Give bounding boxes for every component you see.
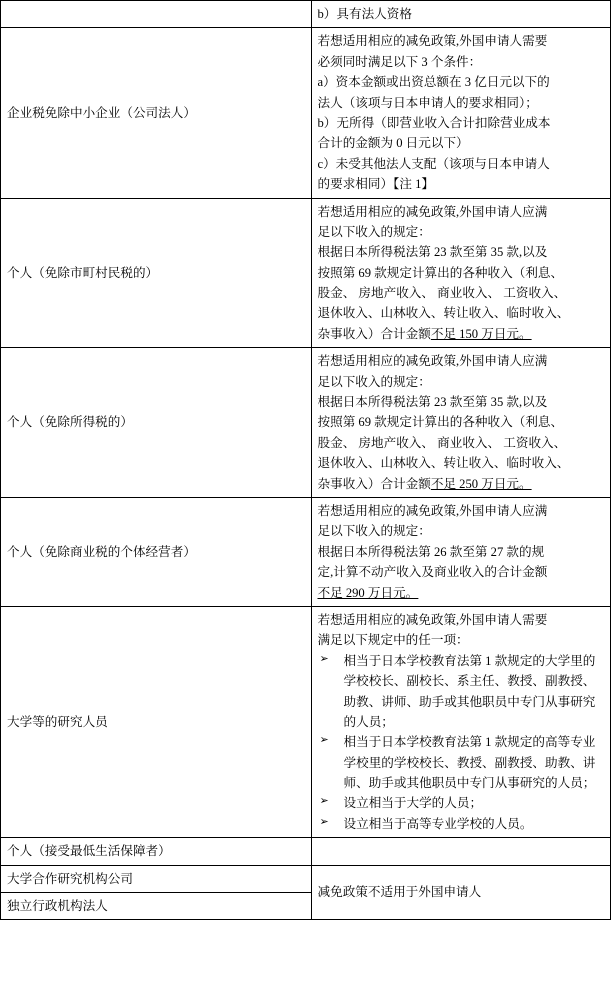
description-line: 按照第 69 款规定计算出的各种收入（利息、 xyxy=(317,415,564,430)
table-row xyxy=(1,348,611,498)
arrow-bullet-icon: ➢ xyxy=(319,652,329,665)
description-line-underlined: 杂事收入）合计金额不足 150 万日元。 xyxy=(317,326,532,341)
description-line: 按照第 69 款规定计算出的各种收入（利息、 xyxy=(317,265,564,280)
description-line: 退休收入、山林收入、转让收入、临时收入、 xyxy=(317,306,570,321)
arrow-bullet-icon: ➢ xyxy=(319,795,329,808)
category-label: 独立行政机构法人 xyxy=(7,899,108,914)
description-line: 减免政策不适用于外国申请人 xyxy=(317,885,482,900)
requirement-list xyxy=(318,651,606,835)
arrow-bullet-icon: ➢ xyxy=(319,734,329,747)
description-cell-merged xyxy=(311,865,611,920)
description-line: 退休收入、山林收入、转让收入、临时收入、 xyxy=(317,456,570,471)
list-item xyxy=(318,651,606,733)
list-item xyxy=(318,732,606,793)
description-line: 满足以下规定中的任一项： xyxy=(317,633,469,648)
category-cell xyxy=(1,865,312,892)
list-item-label: 设立相当于大学的人员； xyxy=(343,796,483,811)
description-line: c）未受其他法人支配（该项与日本申请人 xyxy=(317,156,550,171)
list-item xyxy=(318,814,606,834)
category-label: 大学合作研究机构公司 xyxy=(7,871,133,886)
category-label: 个人（免除所得税的） xyxy=(7,415,133,430)
description-line: 股金、 房地产收入、 商业收入、 工资收入、 xyxy=(317,435,567,450)
description-line: 股金、 房地产收入、 商业收入、 工资收入、 xyxy=(317,286,567,301)
category-cell xyxy=(1,198,312,348)
description-line: 法人（该项与日本申请人的要求相同）； xyxy=(317,95,538,110)
category-label: 大学等的研究人员 xyxy=(7,714,108,729)
list-item xyxy=(318,793,606,813)
description-line: b）无所得（即营业收入合计扣除营业成本 xyxy=(317,115,551,130)
category-cell xyxy=(1,497,312,606)
description-line: b）具有法人资格 xyxy=(317,7,412,21)
category-label: 个人（免除商业税的个体经营者） xyxy=(7,544,196,559)
description-cell xyxy=(311,348,611,498)
table-row xyxy=(1,198,611,348)
category-cell xyxy=(1,348,312,498)
category-cell xyxy=(1,606,312,837)
category-cell xyxy=(1,1,312,28)
description-line: 若想适用相应的减免政策,外国申请人应满 xyxy=(317,354,548,369)
description-line: 必须同时满足以下 3 个条件： xyxy=(317,54,482,69)
table-row xyxy=(1,606,611,837)
description-line: 若想适用相应的减免政策,外国申请人需要 xyxy=(317,34,548,49)
description-cell xyxy=(311,1,611,28)
table-row xyxy=(1,1,611,28)
description-line: 足以下收入的规定： xyxy=(317,524,431,539)
list-item-label: 相当于日本学校教育法第 1 款规定的大学里的学校校长、副校长、系主任、教授、副教授、助教、讲师、助手或其他职员中专门从事研究的人员； xyxy=(343,653,596,729)
description-line-underlined: 杂事收入）合计金额不足 250 万日元。 xyxy=(317,476,532,491)
description-line: a）资本金额或出资总额在 3 亿日元以下的 xyxy=(317,75,550,90)
description-line-underlined: 不足 290 万日元。 xyxy=(317,585,419,600)
category-label: 个人（免除市町村民税的） xyxy=(7,265,159,280)
table-row xyxy=(1,28,611,198)
description-line: 的要求相同）【注 1】 xyxy=(317,177,434,192)
description-cell xyxy=(311,28,611,198)
description-line: 根据日本所得税法第 26 款至第 27 款的规 xyxy=(317,544,545,559)
table-row xyxy=(1,838,611,865)
description-line: 若想适用相应的减免政策,外国申请人应满 xyxy=(317,204,548,219)
description-cell xyxy=(311,497,611,606)
list-item-label: 相当于日本学校教育法第 1 款规定的高等专业学校里的学校校长、教授、副教授、助教、讲师、助手或其他职员中专门从事研究的人员； xyxy=(343,735,596,791)
description-line: 定,计算不动产收入及商业收入的合计金额 xyxy=(317,565,548,580)
category-cell xyxy=(1,893,312,920)
category-cell xyxy=(1,838,312,865)
description-line: 根据日本所得税法第 23 款至第 35 款,以及 xyxy=(317,245,548,260)
description-line: 根据日本所得税法第 23 款至第 35 款,以及 xyxy=(317,395,548,410)
category-label: 企业税免除中小企业（公司法人） xyxy=(7,105,196,120)
category-cell xyxy=(1,28,312,198)
description-line: 若想适用相应的减免政策,外国申请人应满 xyxy=(317,503,548,518)
arrow-bullet-icon: ➢ xyxy=(319,815,329,828)
table-row xyxy=(1,865,611,892)
category-label: 个人（接受最低生活保障者） xyxy=(7,844,171,859)
description-cell xyxy=(311,198,611,348)
description-cell-empty xyxy=(311,838,611,865)
description-line: 足以下收入的规定： xyxy=(317,374,431,389)
description-line: 合计的金额为 0 日元以下） xyxy=(317,136,469,151)
description-line: 足以下收入的规定： xyxy=(317,224,431,239)
table-row xyxy=(1,497,611,606)
description-cell xyxy=(311,606,611,837)
description-line: 若想适用相应的减免政策,外国申请人需要 xyxy=(317,612,548,627)
list-item-label: 设立相当于高等专业学校的人员。 xyxy=(343,816,533,831)
